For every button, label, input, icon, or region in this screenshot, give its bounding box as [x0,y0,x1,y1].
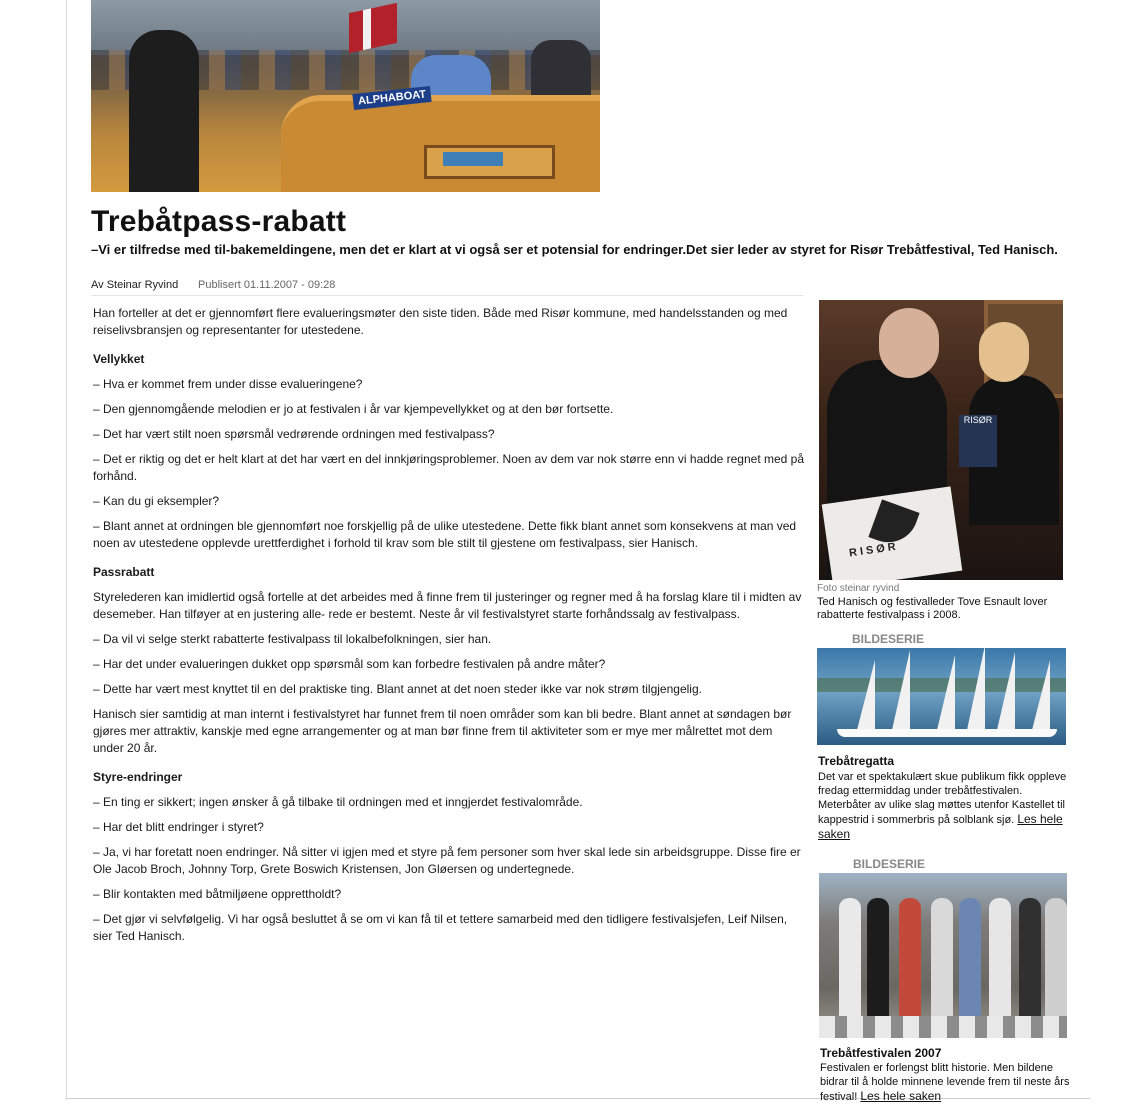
series-desc-festival: Festivalen er forlengst blitt historie. Men bildene bidrar til å holde minnene levende frem til neste års festival! [820,1062,1070,1103]
boat-brand-label: ALPHABOAT [352,86,431,110]
festival-booklet: RISØR [959,415,997,467]
photo-brand-text: RISØR [848,540,900,560]
article-paragraph: – Det er riktig og det er helt klart at det har vært en del innkjøringsproblemer. Noen av dem var nok større enn vi hadde regnet med på forhånd. [93,452,805,483]
article-paragraph: – Da vil vi selge sterkt rabatterte festivalpass til lokalbefolkningen, sier han. [93,632,492,646]
series-label-festival: BILDESERIE [853,857,926,871]
article-body [93,305,805,953]
article-paragraph: Hanisch sier samtidig at man internt i festivalstyret har funnet frem til noen områder som kan bli bedre. Blant annet at søndagen bør gjøres mer attraktiv, kanskje med egne arrangementer og at man bør finne frem til aktiviteter som er myе mer målrettet mot dem under 20 år. [93,707,792,755]
photo-credit: Foto steinar ryvind [817,583,900,594]
series-photo-regatta[interactable] [817,648,1066,745]
article-paragraph: Han forteller at det er gjennomført flere evalueringsmøter den siste tiden. Både med Risør kommune, med handelsstanden og med reiselivsbransjen og representanter for utestedene. [93,306,788,337]
series-photo-festival[interactable] [819,873,1067,1038]
article-paragraph: – Blant annet at ordningen ble gjennomført noe forskjellig på de ulike utestedene. Dette fikk blant annet som konsekvens at man ved noen av utestedene opplevde urettferdighet i forhold til krav som ble stilt til gjestene om festivalpass, sier Hanisch. [93,519,797,550]
read-more-link-regatta[interactable]: Les hele saken [818,812,1063,841]
article-paragraph: – Dette har vært mest knyttet til en del praktiske ting. Blant annet at det noen steder ikke var nok strøm tilgjengelig. [93,682,702,696]
article-paragraph: – Blir kontakten med båtmiljøene opprettholdt? [93,887,342,901]
section-subheading: Vellykket [93,352,145,366]
article-byline: Av Steinar Ryvind [91,279,179,291]
hero-photo [91,0,600,192]
series-label-regatta: BILDESERIE [852,632,925,646]
article-paragraph: – En ting er sikkert; ingen ønsker å gå tilbake til ordningen med et inngjerdet festivalområde. [93,795,583,809]
series-title-festival: Trebåtfestivalen 2007 [820,1046,942,1060]
article-paragraph: Styrelederen kan imidlertid også fortelle at det arbeides med å finne frem til justeringer og regner med å ha forslag klare til i midten av desemeber. Han tilføyer at en justering alle- rede er bestemt. Neste år vil festivalstyret starte forhåndssalg av festivalpass. [93,590,802,621]
article-published: Publisert 01.11.2007 - 09:28 [198,279,336,291]
byline-divider [91,295,803,296]
read-more-link-festival[interactable]: Les hele saken [860,1089,942,1103]
article-paragraph: – Det gjør vi selvfølgelig. Vi har også besluttet å se om vi kan få til et tettere samarbeid med den tidligere festivalsjefen, Leif Nilsen, sier Ted Hanisch. [93,912,788,943]
article-paragraph: – Den gjennomgående melodien er jo at festivalen i år var kjempevellykket og at den bør fortsette. [93,402,614,416]
scan-edge [66,0,67,1100]
series-text-regatta [818,770,1068,842]
article-paragraph: – Kan du gi eksempler? [93,494,220,508]
series-text-festival [820,1061,1070,1104]
article-paragraph: – Hva er kommet frem under disse evalueringene? [93,377,363,391]
series-title-regatta: Trebåtregatta [818,754,895,768]
article-paragraph: – Det har vært stilt noen spørsmål vedrørende ordningen med festivalpass? [93,427,495,441]
article-paragraph: – Har det under evalueringen dukket opp spørsmål som kan forbedre festivalen på andre måter? [93,657,606,671]
series-desc-regatta: Det var et spektakulært skue publikum fikk oppleve fredag ettermiddag under trebåtfestivalen. Meterbåter av ulike slag møttes utenfor Kastellet til kappestrid i sommerbris på solblank sjø. [818,771,1067,826]
section-subheading: Styre-endringer [93,770,183,784]
article-paragraph: – Har det blitt endringer i styret? [93,820,264,834]
article-lead: –Vi er tilfredse med til-bakemeldingene, men det er klart at vi også ser et potensial for endringer.Det sier leder av styret for Risør Trebåtfestival, Ted Hanisch. [91,242,1058,257]
sidebar-photo-hanisch [819,300,1063,580]
article-headline: Trebåtpass-rabatt [91,205,347,238]
photo-caption: Ted Hanisch og festivalleder Tove Esnault lover rabatterte festivalpass i 2008. [817,596,1048,621]
article-paragraph: – Ja, vi har foretatt noen endringer. Nå sitter vi igjen med et styre på fem personer som hver skal lede sin arbeidsgruppe. Disse fire er Ole Jacob Broch, Johnny Torp, Grete Boswich Kristensen, Jon Gløersen og undertegnede. [93,845,801,876]
section-subheading: Passrabatt [93,565,155,579]
